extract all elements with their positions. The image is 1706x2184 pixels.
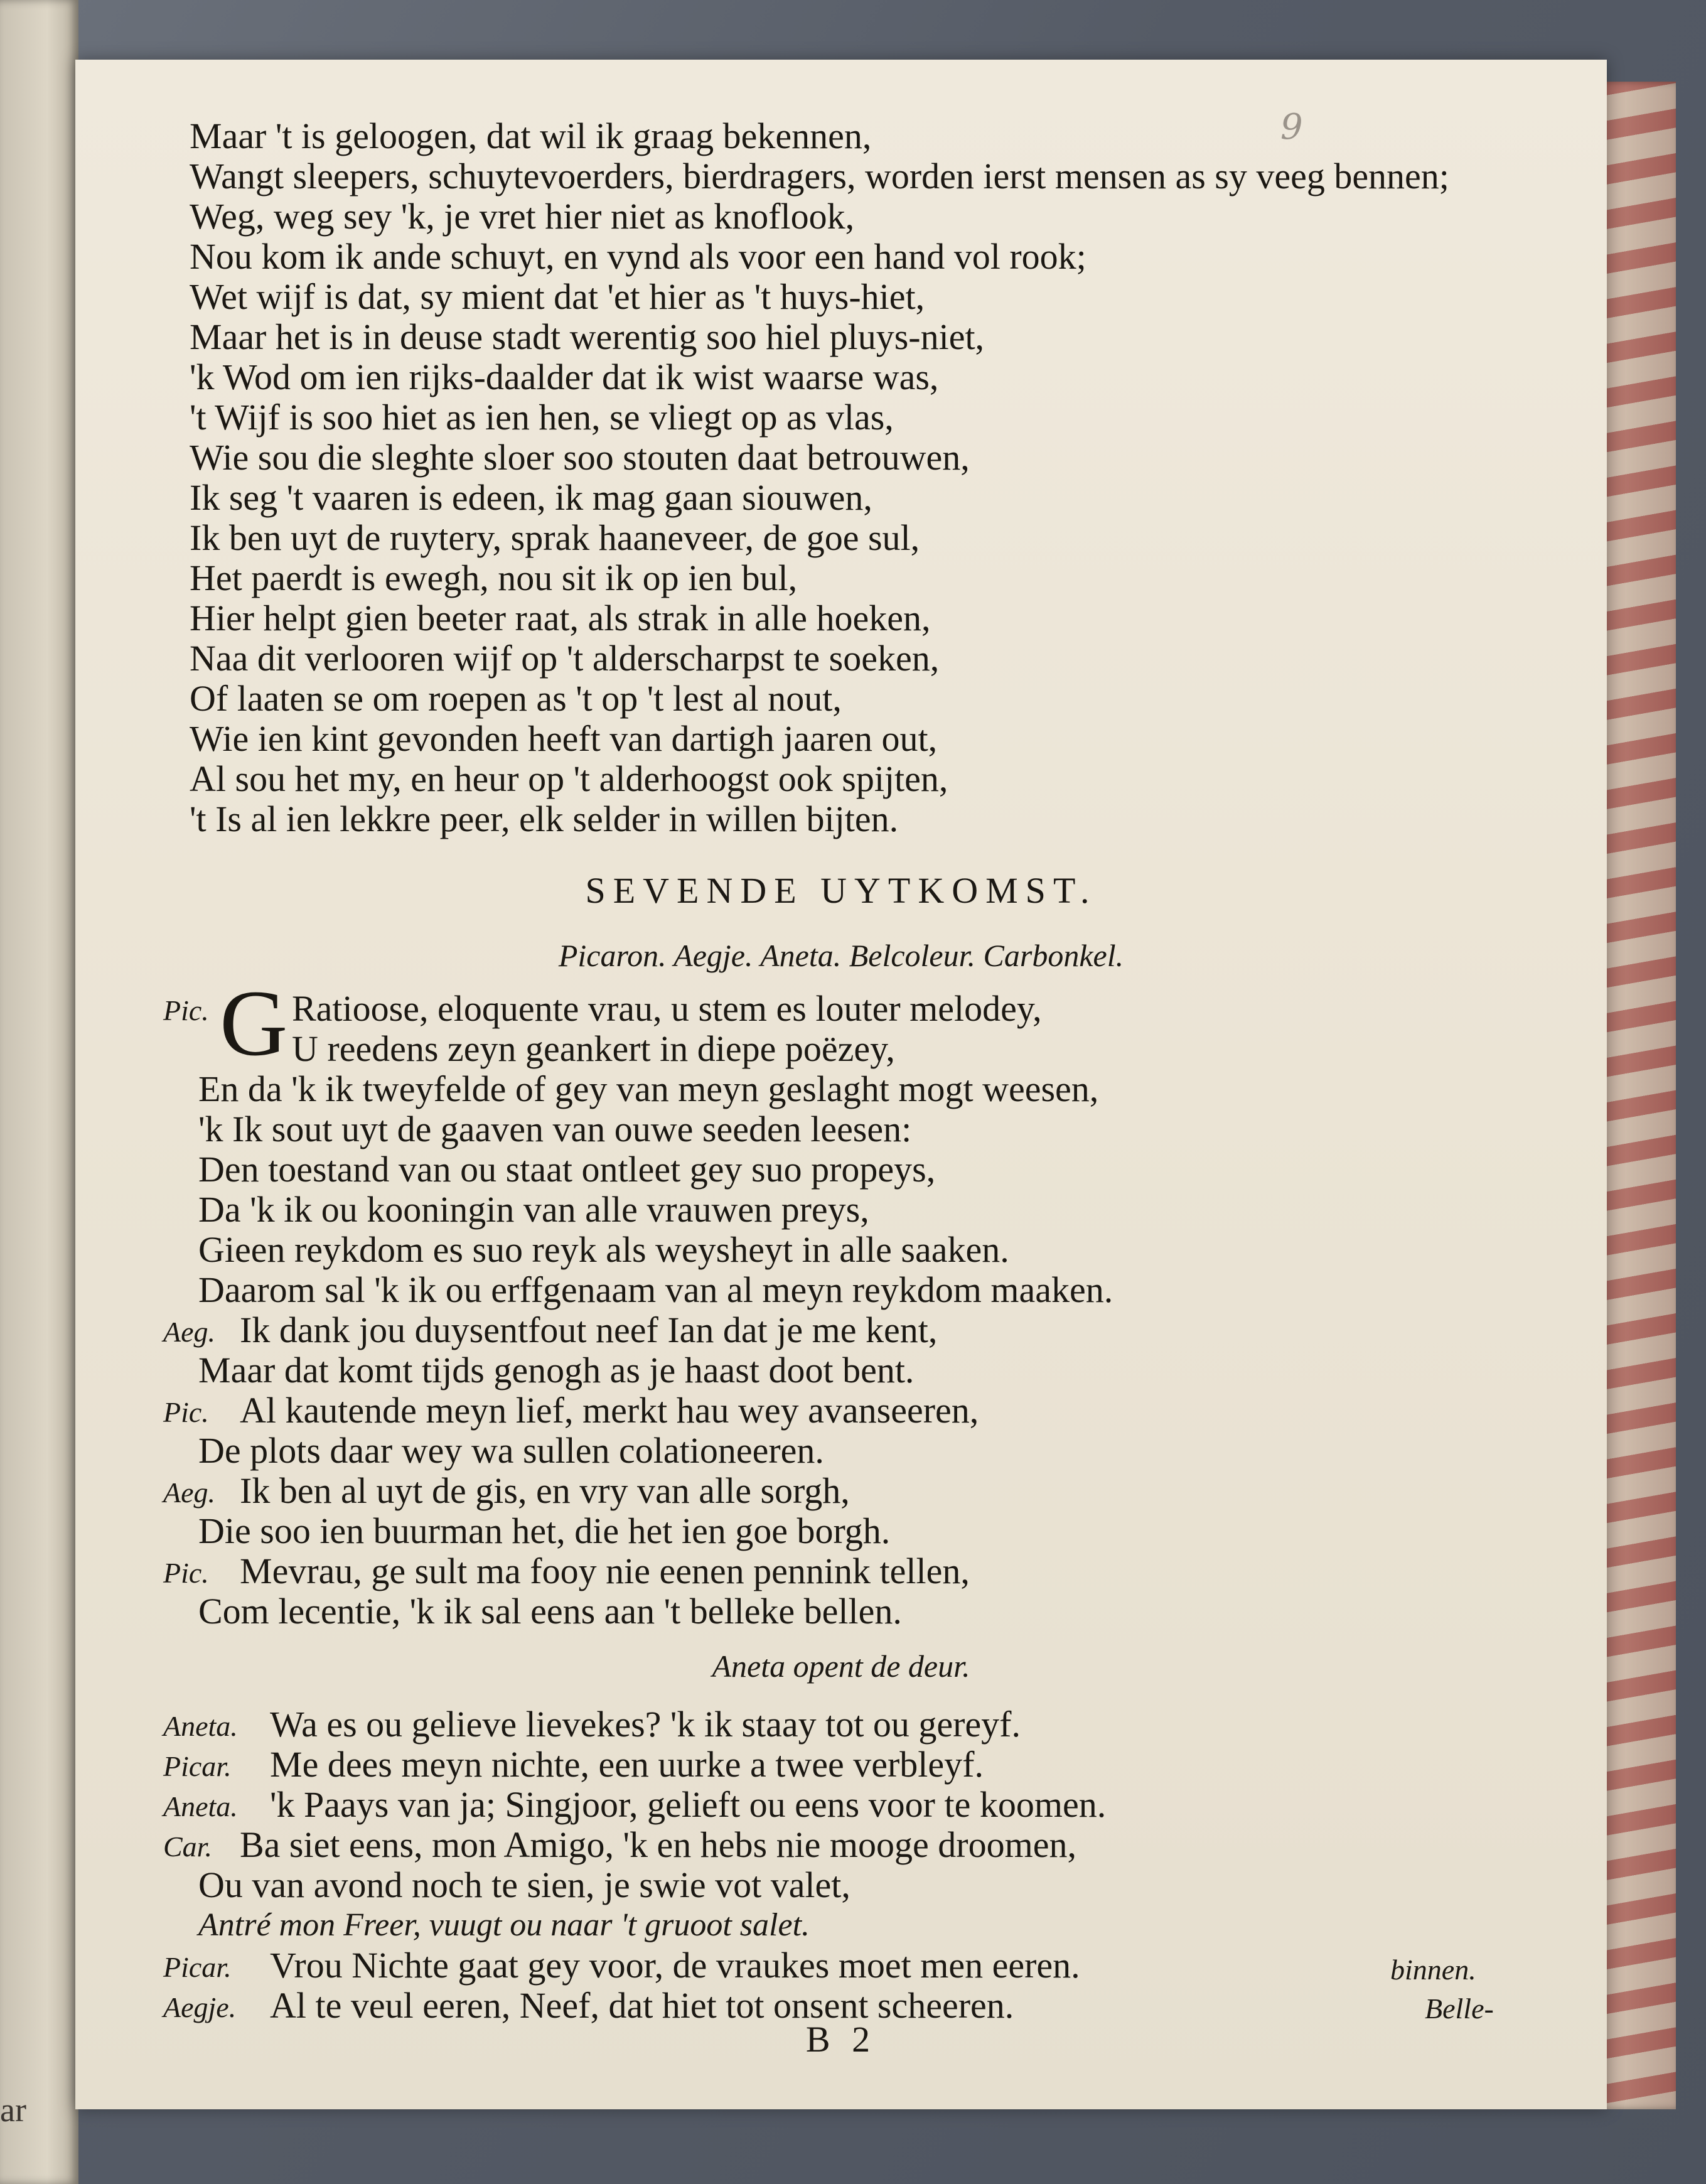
dialogue-line: Da 'k ik ou kooningin van alle vrauwen preys, [198, 1189, 869, 1230]
left-page-edge [0, 0, 78, 2184]
verse-line: Wie ien kint gevonden heeft van dartigh jaaren out, [190, 718, 938, 759]
dialogue-line: 'k Ik sout uyt de gaaven van ouwe seeden leesen: [198, 1109, 912, 1149]
speaker-label: Picar. [163, 1951, 232, 1983]
dialogue-line: Ik dank jou duysentfout neef Ian dat je me kent, [240, 1310, 938, 1350]
verse-line: Wet wijf is dat, sy mient dat 'et hier as 't huys-hiet, [190, 276, 925, 317]
pencil-page-number: 9 [1280, 107, 1303, 148]
dialogue-line: Ik ben al uyt de gis, en vry van alle sorgh, [240, 1470, 850, 1511]
speaker-label: Aegje. [163, 1991, 237, 2023]
dialogue-line: Gieen reykdom es suo reyk als weysheyt in alle saaken. [198, 1229, 1009, 1270]
dialogue-line: 'k Paays van ja; Singjoor, gelieft ou eens voor te koomen. [270, 1784, 1107, 1825]
dialogue-line: Mevrau, ge sult ma fooy nie eenen pennink tellen, [240, 1551, 970, 1591]
speaker-label: Aneta. [163, 1710, 238, 1742]
speaker-label: Aeg. [163, 1316, 216, 1348]
verse-line: Maar 't is geloogen, dat wil ik graag bekennen, [190, 116, 872, 156]
margin-note-binnen: binnen. [1390, 1954, 1476, 1986]
signature-mark: B 2 [805, 2019, 877, 2060]
dialogue-line: Maar dat komt tijds genogh as je haast doot bent. [198, 1350, 915, 1391]
dialogue-line: Ou van avond noch te sien, je swie vot valet, [198, 1864, 850, 1905]
dialogue-line: U reedens zeyn geankert in diepe poëzey, [292, 1028, 895, 1069]
left-page-fragment: ar [0, 2091, 26, 2129]
scene-heading: SEVENDE UYTKOMST. [585, 870, 1097, 911]
verse-line: Maar het is in deuse stadt werentig soo hiel pluys-niet, [190, 316, 985, 357]
dialogue-line: Al te veul eeren, Neef, dat hiet tot onsent scheeren. [270, 1985, 1014, 2026]
stage-direction: Aneta opent de deur. [712, 1649, 970, 1684]
verse-line: Ik ben uyt de ruytery, sprak haaneveer, de goe sul, [190, 517, 920, 558]
catchword: Belle- [1425, 1993, 1494, 2025]
dialogue-line: Den toestand van ou staat ontleet gey suo propeys, [198, 1149, 936, 1190]
dialogue-line: Antré mon Freer, vuugt ou naar 't gruoot salet. [198, 1907, 810, 1943]
dialogue-line: Me dees meyn nichte, een uurke a twee verbleyf. [270, 1744, 984, 1785]
speaker-label: Pic. [163, 1396, 209, 1428]
verse-line: 't Is al ien lekkre peer, elk selder in willen bijten. [190, 799, 899, 839]
dialogue-line: Al kautende meyn lief, merkt hau wey avanseeren, [240, 1390, 979, 1431]
verse-line: Al sou het my, en heur op 't alderhoogst ook spijten, [190, 758, 948, 799]
verse-line: 't Wijf is soo hiet as ien hen, se vliegt op as vlas, [190, 397, 894, 438]
speaker-label: Picar. [163, 1750, 232, 1782]
speaker-label: Car. [163, 1831, 212, 1863]
speaker-label: Pic. [163, 1557, 209, 1589]
drop-cap: G [220, 971, 288, 1075]
verse-line: Wangt sleepers, schuytevoerders, bierdragers, worden ierst mensen as sy veeg bennen; [190, 156, 1449, 196]
dialogue-line: Ratioose, eloquente vrau, u stem es louter melodey, [292, 988, 1042, 1029]
dialogue-line: Wa es ou gelieve lievekes? 'k ik staay tot ou gereyf. [270, 1704, 1021, 1745]
speaker-label: Aneta. [163, 1790, 238, 1822]
dialogue-line: De plots daar wey wa sullen colationeeren. [198, 1430, 824, 1471]
dialogue-line: Ba siet eens, mon Amigo, 'k en hebs nie mooge droomen, [240, 1824, 1076, 1865]
verse-line: Weg, weg sey 'k, je vret hier niet as knoflook, [190, 196, 855, 237]
verse-line: Wie sou die sleghte sloer soo stouten daat betrouwen, [190, 437, 970, 478]
verse-line: Naa dit verlooren wijf op 't alderscharpst te soeken, [190, 638, 940, 679]
speaker-label: Aeg. [163, 1477, 216, 1509]
verse-line: 'k Wod om ien rijks-daalder dat ik wist waarse was, [190, 357, 939, 397]
verse-line: Of laaten se om roepen as 't op 't lest al nout, [190, 678, 842, 719]
cast-list: Picaron. Aegje. Aneta. Belcoleur. Carbonkel. [558, 938, 1124, 973]
verse-line: Hier helpt gien beeter raat, als strak in alle hoeken, [190, 598, 931, 638]
dialogue-line: Com lecentie, 'k ik sal eens aan 't belleke bellen. [198, 1591, 902, 1632]
dialogue-line: En da 'k ik tweyfelde of gey van meyn geslaght mogt weesen, [198, 1068, 1099, 1109]
speaker-label: Pic. [163, 994, 209, 1026]
dialogue-line: Daarom sal 'k ik ou erffgenaam van al meyn reykdom maaken. [198, 1269, 1113, 1310]
dialogue-line: Die soo ien buurman het, die het ien goe borgh. [198, 1510, 891, 1551]
verse-line: Ik seg 't vaaren is edeen, ik mag gaan siouwen, [190, 477, 872, 518]
book-page [75, 60, 1607, 2109]
verse-line: Nou kom ik ande schuyt, en vynd als voor een hand vol rook; [190, 236, 1086, 277]
page-content [75, 60, 1607, 2109]
dialogue-line: Vrou Nichte gaat gey voor, de vraukes moet men eeren. [270, 1945, 1080, 1986]
verse-line: Het paerdt is ewegh, nou sit ik op ien bul, [190, 557, 798, 598]
